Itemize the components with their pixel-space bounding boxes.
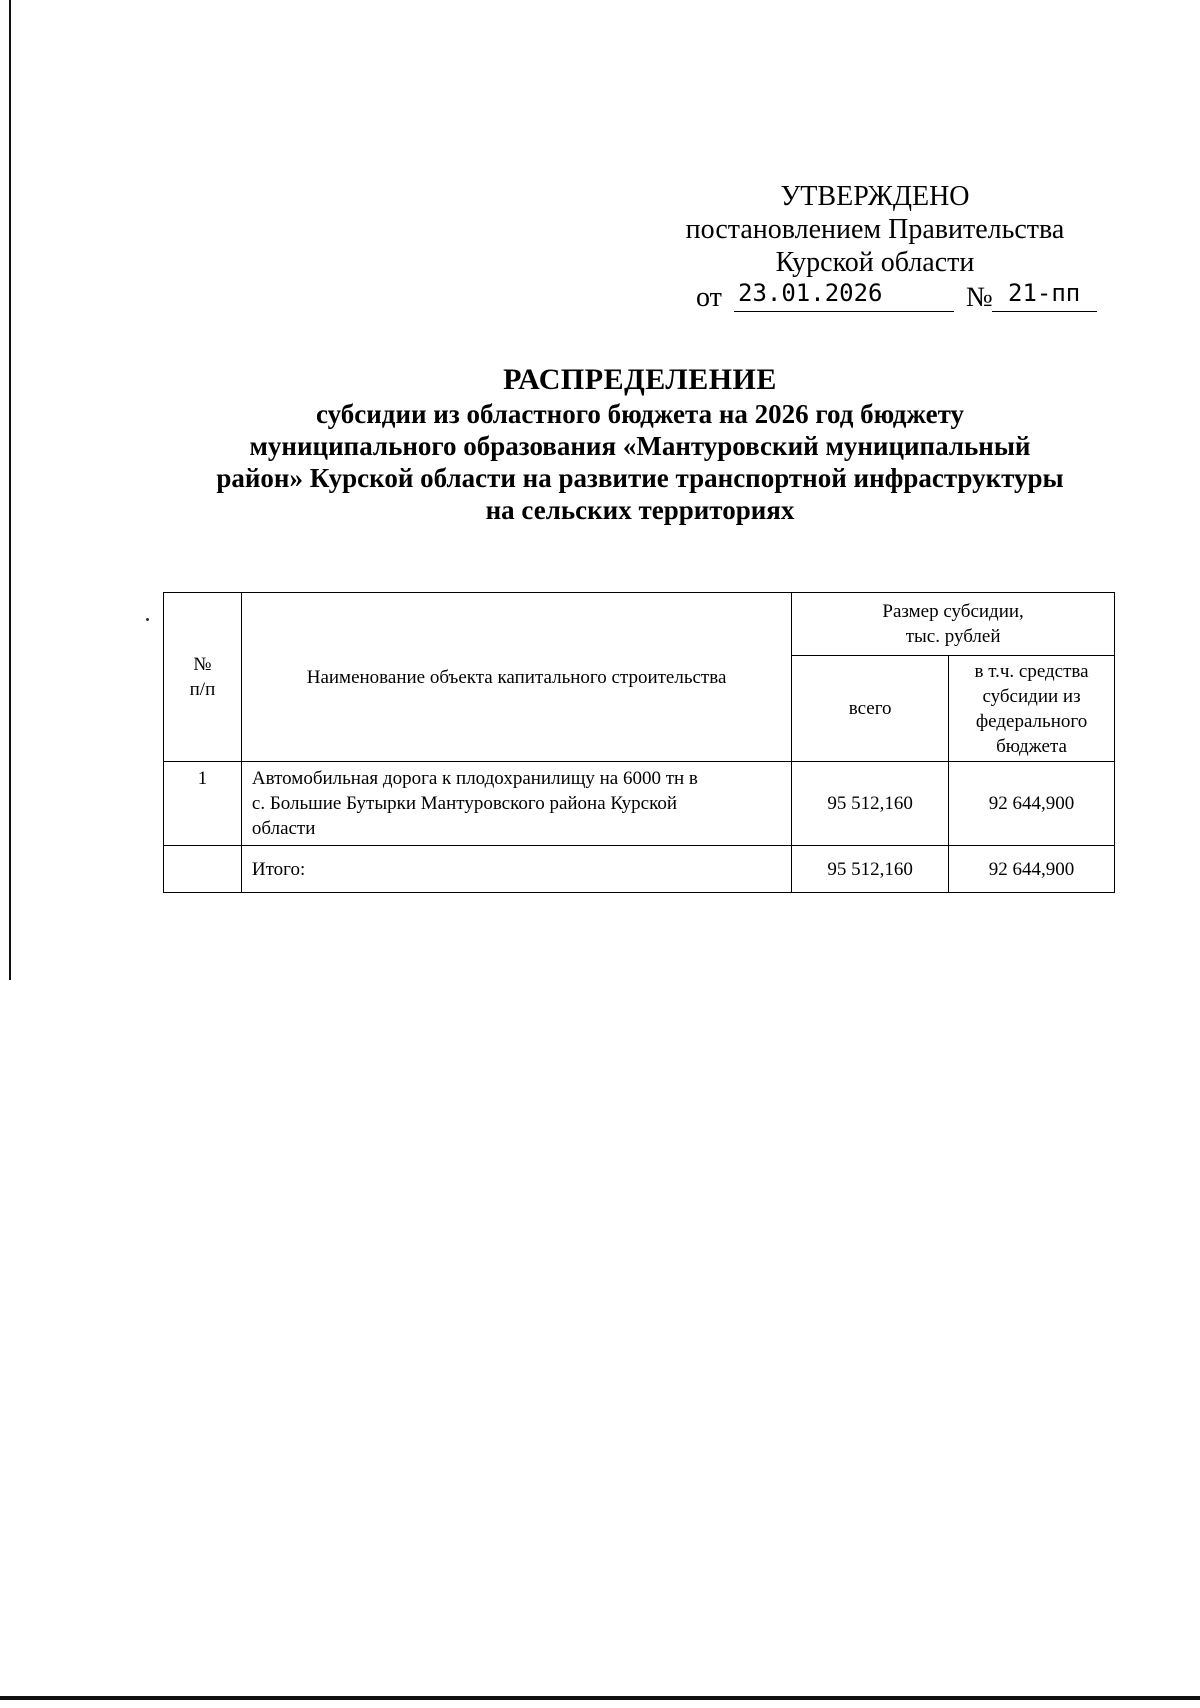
summary-number-cell bbox=[164, 846, 242, 893]
header-subsidy-size-line-2: тыс. рублей bbox=[905, 626, 1001, 647]
row-federal-value: 92 644,900 bbox=[988, 793, 1075, 814]
summary-label-cell bbox=[241, 846, 791, 893]
decree-number: 21-пп bbox=[1008, 279, 1081, 307]
document-heading: РАСПРЕДЕЛЕНИЕ bbox=[503, 363, 777, 396]
row-object-name-cell bbox=[241, 762, 791, 846]
approval-date-number-line bbox=[640, 279, 1110, 319]
header-total-cell bbox=[792, 656, 949, 762]
header-number-abbr: п/п bbox=[189, 679, 216, 700]
document-subtitle-line-2: муниципального образования «Мантуровский муниципальный bbox=[249, 431, 1031, 461]
row-federal-cell bbox=[949, 762, 1115, 846]
document-subtitle-line-1: субсидии из областного бюджета на 2026 год бюджету bbox=[315, 399, 965, 429]
summary-label: Итого: bbox=[251, 858, 306, 880]
scan-left-edge-line bbox=[9, 0, 11, 980]
header-subsidy-size-cell bbox=[792, 593, 1115, 656]
scan-speck bbox=[146, 618, 149, 621]
decree-date: 23.01.2026 bbox=[738, 279, 883, 307]
summary-federal-value: 92 644,900 bbox=[988, 858, 1075, 880]
header-federal-line-3: федерального bbox=[975, 710, 1088, 732]
header-federal-cell bbox=[949, 656, 1115, 762]
header-number-symbol: № bbox=[193, 654, 212, 675]
summary-federal-cell bbox=[949, 846, 1115, 893]
document-subtitle-line-4: на сельских территориях bbox=[485, 495, 795, 525]
subsidy-distribution-table bbox=[163, 592, 1115, 893]
approval-decree-text: постановлением Правительства bbox=[685, 214, 1065, 245]
table-summary-row bbox=[164, 846, 1115, 893]
row-total-cell bbox=[792, 762, 949, 846]
row-total-value: 95 512,160 bbox=[827, 793, 913, 814]
header-number-cell bbox=[164, 593, 242, 762]
row-number: 1 bbox=[197, 768, 208, 789]
approval-region: Курской области bbox=[775, 247, 975, 278]
row-object-name-line-1: Автомобильная дорога к плодохранилищу на 6000 тн в bbox=[251, 768, 698, 789]
scan-bottom-edge-line bbox=[0, 1696, 1200, 1700]
header-federal-line-1: в т.ч. средства bbox=[974, 660, 1089, 682]
header-name-label: Наименование объекта капитального строительства bbox=[306, 666, 727, 688]
date-prefix: от bbox=[696, 282, 722, 313]
header-total-label: всего bbox=[848, 698, 892, 719]
header-name-cell bbox=[241, 593, 791, 762]
header-federal-line-4: бюджета bbox=[996, 735, 1067, 757]
header-federal-line-2: субсидии из bbox=[982, 685, 1081, 707]
number-underline bbox=[992, 279, 1097, 312]
row-number-cell bbox=[164, 762, 242, 846]
row-object-name-line-2: с. Большие Бутырки Мантуровского района Курской bbox=[251, 793, 678, 814]
approval-block bbox=[640, 180, 1110, 319]
number-sign: № bbox=[966, 282, 993, 313]
table-header-row bbox=[164, 593, 1115, 656]
summary-total-value: 95 512,160 bbox=[827, 858, 913, 880]
header-subsidy-size-line-1: Размер субсидии, bbox=[882, 601, 1024, 622]
date-underline bbox=[734, 279, 954, 312]
document-title-block bbox=[150, 362, 1130, 526]
approval-label: УТВЕРЖДЕНО bbox=[780, 181, 970, 212]
document-subtitle-line-3: район» Курской области на развитие транспортной инфраструктуры bbox=[216, 463, 1064, 493]
summary-total-cell bbox=[792, 846, 949, 893]
table-row bbox=[164, 762, 1115, 846]
row-object-name-line-3: области bbox=[251, 818, 316, 839]
